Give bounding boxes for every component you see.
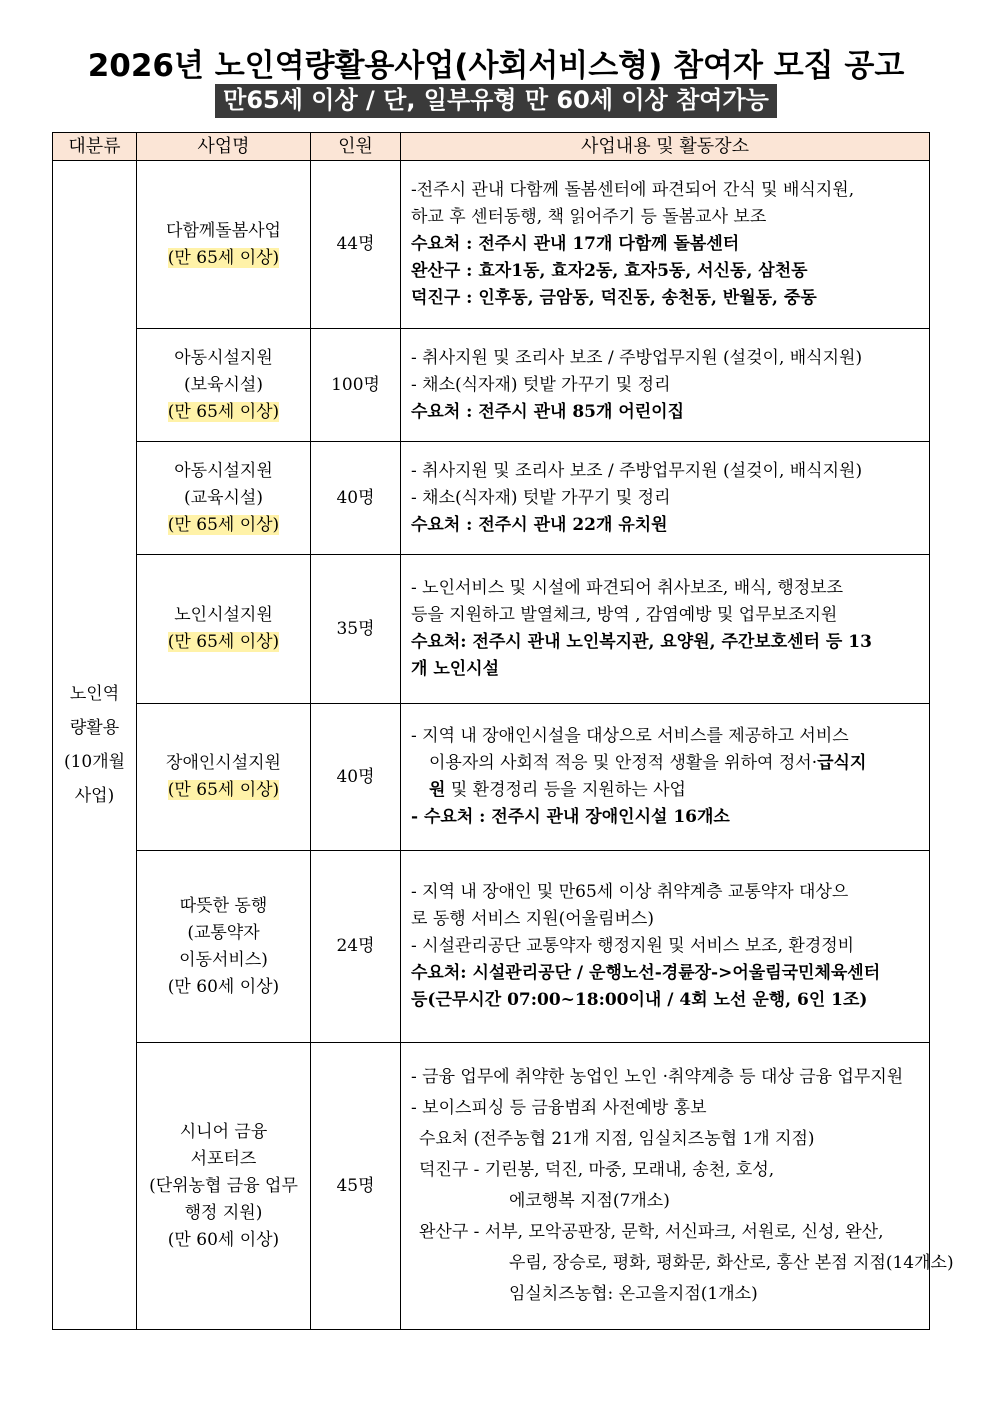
age-requirement: (만 60세 이상): [167, 976, 280, 997]
table-header-row: [53, 133, 930, 161]
desc-line: - 지역 내 장애인시설을 대상으로 서비스를 제공하고 서비스: [411, 726, 849, 746]
age-requirement: (만 60세 이상): [167, 1229, 280, 1250]
desc-line: - 취사지원 및 조리사 보조 / 주방업무지원 (설겆이, 배식지원): [411, 460, 863, 481]
category-cell: [53, 161, 137, 1330]
desc-line: 임실치즈농협: 온고을지점(1개소): [509, 1284, 758, 1304]
desc-line: 하교 후 센터동행, 책 읽어주기 등 돌봄교사 보조: [411, 207, 767, 227]
desc-line: - 채소(식자재) 텃밭 가꾸기 및 정리: [411, 374, 671, 395]
headcount-cell: 35명: [311, 555, 401, 704]
desc-line: - 수요처 : 전주시 관내 장애인시설 16개소: [411, 807, 730, 827]
header-headcount: 인원: [311, 133, 401, 161]
program-name: (교통약자: [187, 922, 260, 943]
program-name: 이동서비스): [179, 949, 268, 970]
description-cell: [401, 1043, 954, 1330]
headcount-cell: 24명: [311, 851, 401, 1043]
headcount-cell: 100명: [311, 329, 401, 442]
desc-line: - 금융 업무에 취약한 농업인 노인 ·취약계층 등 대상 금융 업무지원: [411, 1067, 904, 1087]
headcount-cell: 40명: [311, 442, 401, 555]
program-name-cell: [137, 851, 311, 1043]
desc-line: 수요처 (전주농협 21개 지점, 임실치즈농협 1개 지점): [419, 1129, 815, 1149]
desc-line: 덕진구 : 인후동, 금암동, 덕진동, 송천동, 반월동, 중동: [411, 288, 817, 308]
program-name: 따뜻한 동행: [179, 895, 268, 916]
program-name-cell: [137, 161, 311, 329]
desc-line: - 취사지원 및 조리사 보조 / 주방업무지원 (설겆이, 배식지원): [411, 347, 863, 368]
category-line: 사업): [74, 786, 115, 806]
headcount-cell: 44명: [311, 161, 401, 329]
desc-line: 수요처: 시설관리공단 / 운행노선-경륜장->어울림국민체육센터: [411, 963, 881, 983]
desc-text: 이용자의 사회적 적응 및 안정적 생활을 위하여 정서·: [429, 753, 818, 773]
desc-line: - 지역 내 장애인 및 만65세 이상 취약계층 교통약자 대상으: [411, 882, 849, 902]
description-cell: [401, 161, 930, 329]
desc-bold-text: 원: [429, 780, 446, 800]
desc-line: 수요처 : 전주시 관내 85개 어린이집: [411, 401, 685, 422]
table-row: [53, 704, 930, 851]
program-name: 다함께돌봄사업: [166, 220, 281, 241]
desc-line: - 노인서비스 및 시설에 파견되어 취사보조, 배식, 행정보조: [411, 578, 844, 598]
program-name: 시니어 금융: [179, 1121, 268, 1142]
desc-bold-text: 급식지: [817, 753, 867, 773]
program-name-cell: [137, 704, 311, 851]
description-cell: [401, 329, 930, 442]
table-row: [53, 329, 930, 442]
category-line: (10개월: [63, 752, 126, 772]
program-name: 아동시설지원: [174, 460, 273, 481]
desc-line: 우림, 장승로, 평화, 평화문, 화산로, 홍산 본점 지점(14개소): [509, 1253, 954, 1273]
desc-line: 로 동행 서비스 지원(어울림버스): [411, 909, 654, 929]
desc-line: 완산구 - 서부, 모악공판장, 문학, 서신파크, 서원로, 신성, 완산,: [419, 1222, 884, 1242]
program-table: [52, 132, 954, 1330]
table-row: [53, 555, 930, 704]
desc-line: 등(근무시간 07:00~18:00이내 / 4회 노선 운행, 6인 1조): [411, 990, 868, 1010]
program-name-cell: [137, 555, 311, 704]
table-row: [53, 161, 930, 329]
program-name: (단위농협 금융 업무: [149, 1175, 298, 1196]
table-row: [53, 851, 930, 1043]
table-row: [53, 442, 930, 555]
desc-line: - 시설관리공단 교통약자 행정지원 및 서비스 보조, 환경정비: [411, 936, 855, 956]
program-name: 행정 지원): [184, 1202, 263, 1223]
header-category: 대분류: [53, 133, 137, 161]
desc-line: 수요처 : 전주시 관내 22개 유치원: [411, 514, 668, 535]
program-name: 노인시설지원: [174, 605, 273, 625]
desc-line: 수요처 : 전주시 관내 17개 다함께 돌봄센터: [411, 234, 740, 254]
headcount-cell: 45명: [311, 1043, 401, 1330]
description-cell: [401, 442, 930, 555]
description-cell: [401, 704, 930, 851]
category-line: 노인역: [69, 684, 120, 704]
header-program-name: 사업명: [137, 133, 311, 161]
age-requirement: (만 65세 이상): [167, 632, 280, 652]
program-name: 장애인시설지원: [166, 753, 281, 773]
program-name-cell: [137, 1043, 311, 1330]
age-requirement: (만 65세 이상): [167, 247, 280, 268]
age-requirement: (만 65세 이상): [167, 514, 280, 535]
headcount-cell: 40명: [311, 704, 401, 851]
category-line: 량활용: [69, 718, 120, 738]
desc-line: - 보이스피싱 등 금융범죄 사전예방 홍보: [411, 1098, 707, 1118]
program-name: 아동시설지원: [174, 347, 273, 368]
desc-text: 및 환경정리 등을 지원하는 사업: [445, 780, 686, 800]
program-name: 서포터즈: [190, 1148, 257, 1169]
age-requirement: (만 65세 이상): [167, 780, 280, 800]
page-title: 2026년 노인역량활용사업(사회서비스형) 참여자 모집 공고: [87, 48, 905, 84]
program-name: (보육시설): [184, 374, 263, 395]
desc-line: - 채소(식자재) 텃밭 가꾸기 및 정리: [411, 487, 671, 508]
desc-line: 완산구 : 효자1동, 효자2동, 효자5동, 서신동, 삼천동: [411, 261, 808, 281]
desc-line: 개 노인시설: [411, 659, 500, 679]
description-cell: [401, 851, 930, 1043]
header-description: 사업내용 및 활동장소: [401, 133, 930, 161]
desc-line: [411, 750, 921, 777]
desc-line: 덕진구 - 기린봉, 덕진, 마중, 모래내, 송천, 호성,: [419, 1160, 775, 1180]
desc-line: 등을 지원하고 발열체크, 방역 , 감염예방 및 업무보조지원: [411, 605, 838, 625]
desc-line: 수요처: 전주시 관내 노인복지관, 요양원, 주간보호센터 등 13: [411, 632, 872, 652]
desc-line: -전주시 관내 다함께 돌봄센터에 파견되어 간식 및 배식지원,: [411, 180, 855, 200]
table-row: [53, 1043, 930, 1330]
age-requirement: (만 65세 이상): [167, 401, 280, 422]
program-name-cell: [137, 442, 311, 555]
subtitle-banner: 만65세 이상 / 단, 일부유형 만 60세 이상 참여가능: [215, 84, 777, 118]
program-name-cell: [137, 329, 311, 442]
desc-line: 에코행복 지점(7개소): [509, 1191, 670, 1211]
description-cell: [401, 555, 930, 704]
desc-line: [411, 777, 921, 804]
program-name: (교육시설): [184, 487, 263, 508]
